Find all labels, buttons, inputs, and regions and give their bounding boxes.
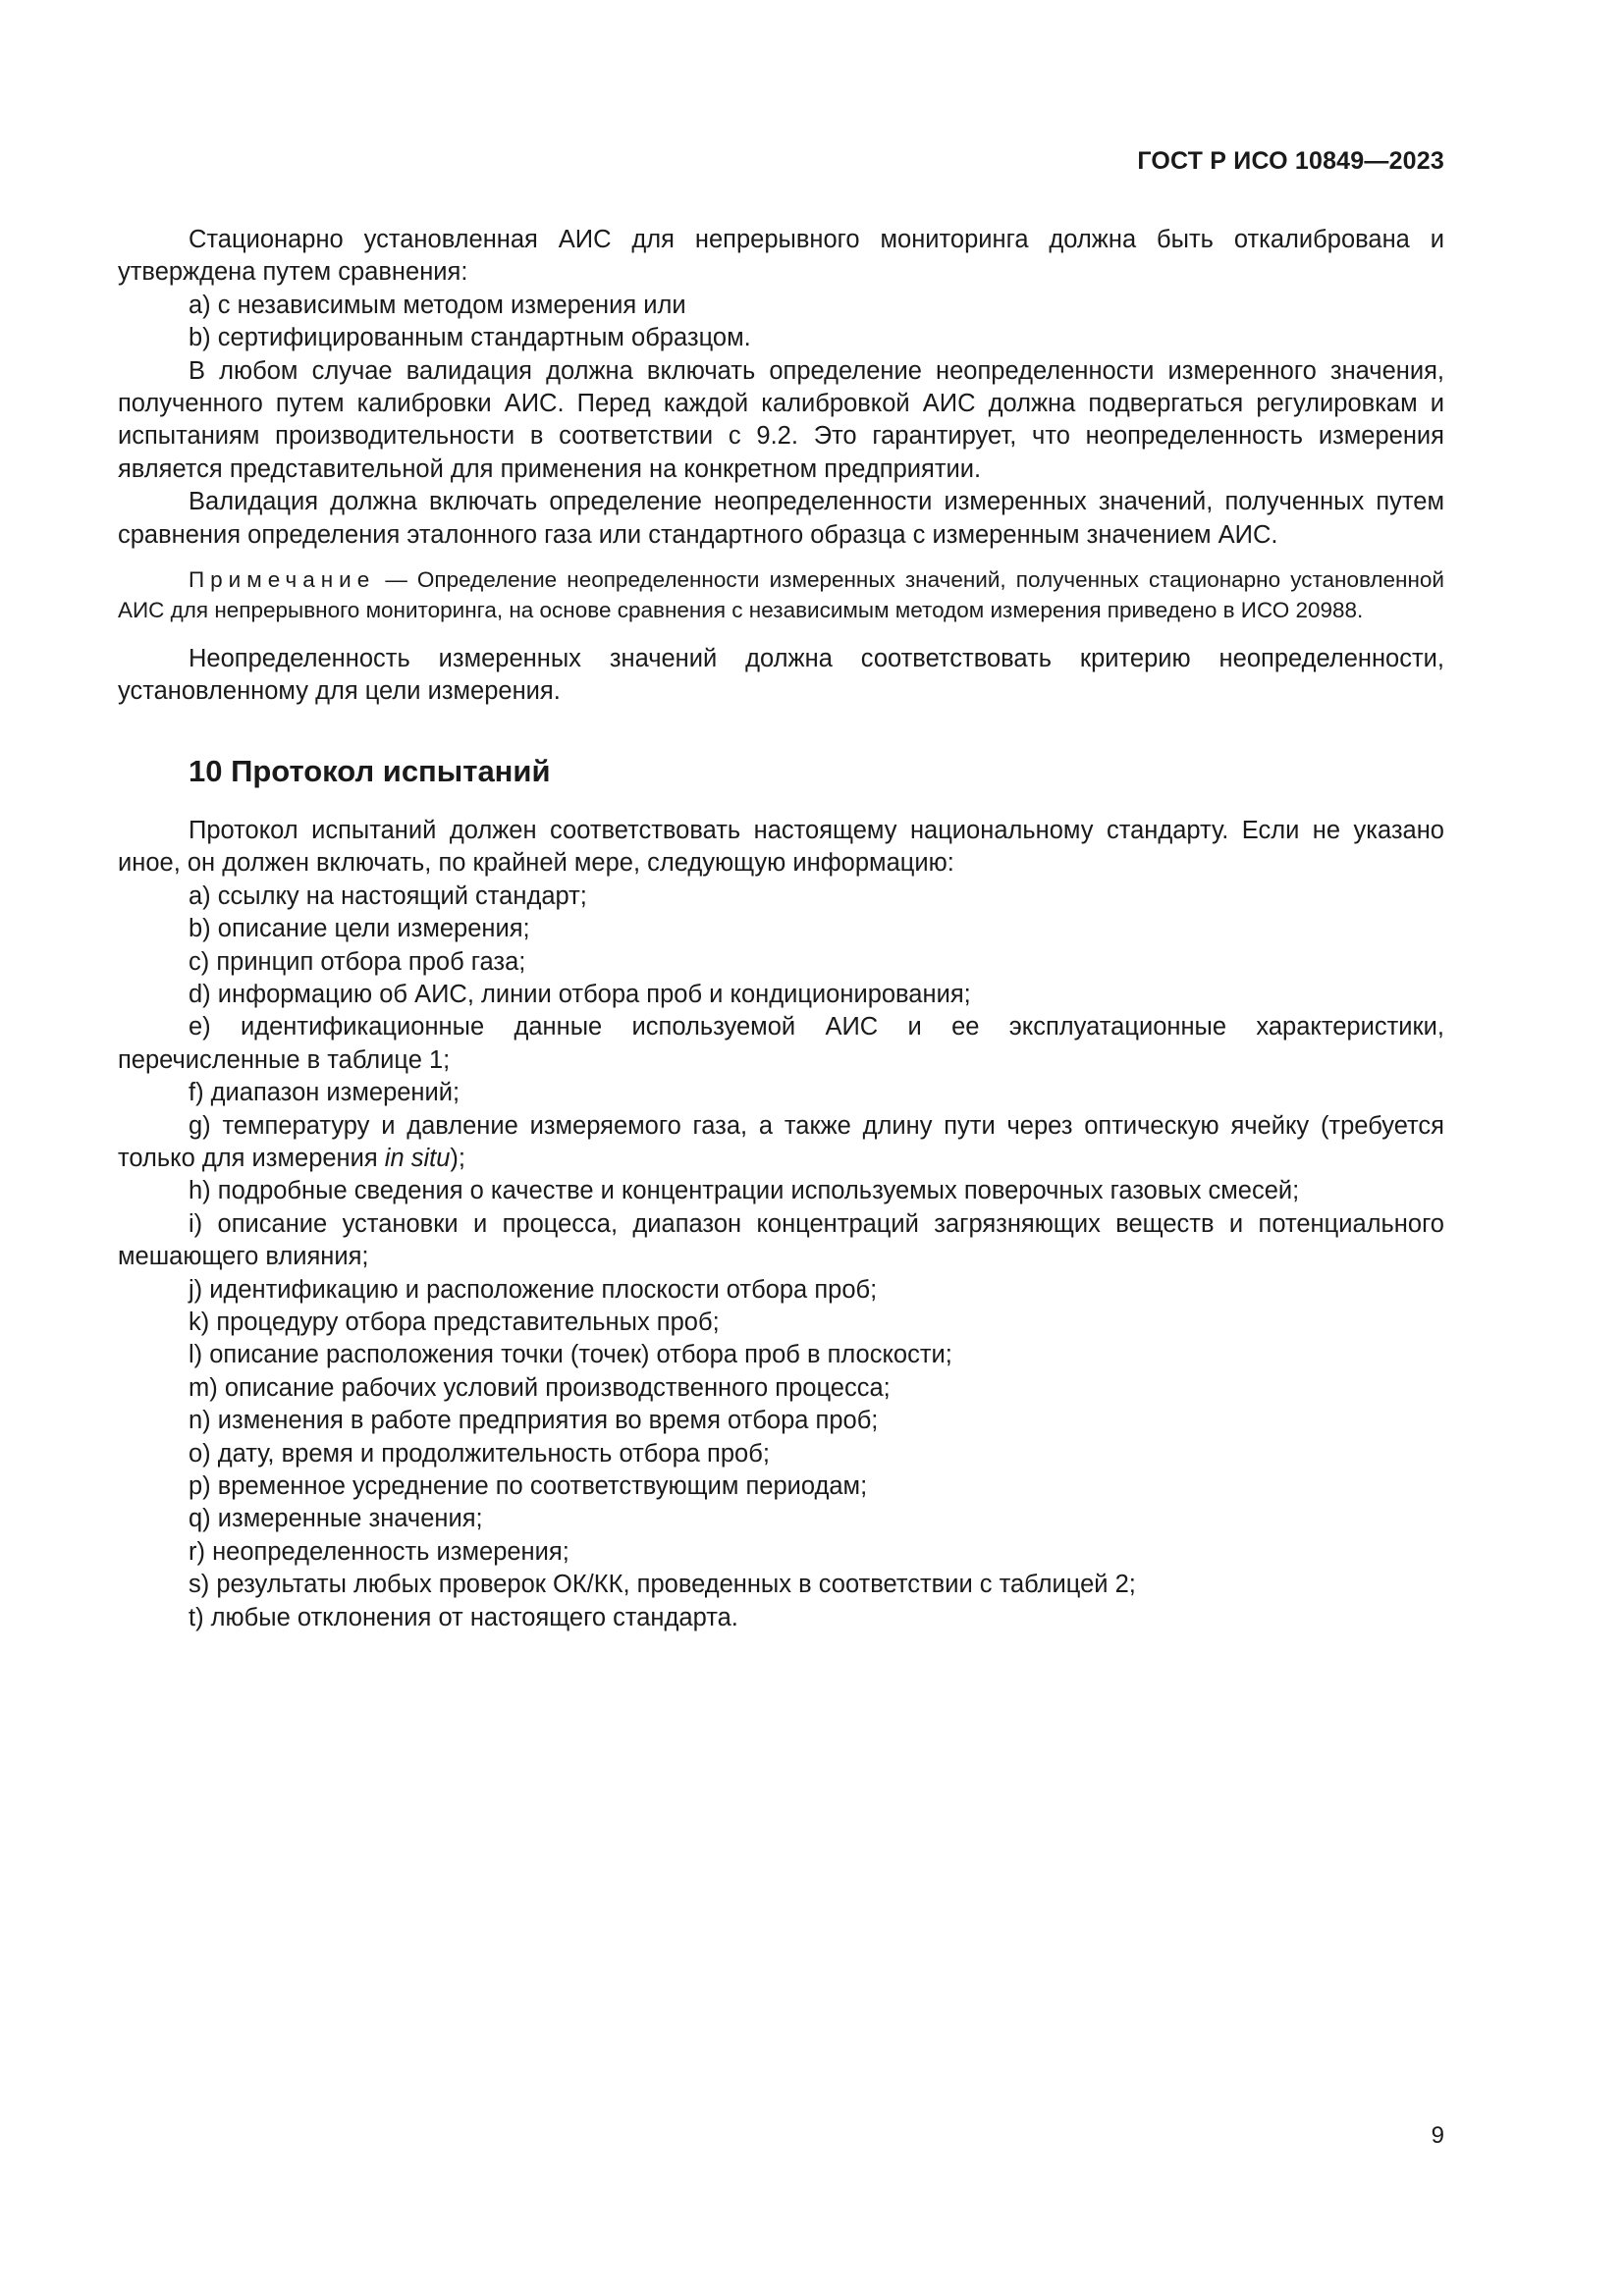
intro-paragraph-2: В любом случае валидация должна включать определение неопределенности измеренного значения, полученного путем калибровки АИС. Перед каждой калибровкой АИС должна подвергаться регулировкам и испытаниям производительности в соответствии с 9.2. Это гарантирует, что неопределенность измерения является представительной для применения на конкретном предприятии. xyxy=(118,356,1444,483)
list-item-a: a) ссылку на настоящий стандарт; xyxy=(189,881,587,910)
page-content xyxy=(118,224,1444,1634)
list-item-o: o) дату, время и продолжительность отбора проб; xyxy=(189,1439,770,1468)
list-item-n: n) изменения в работе предприятия во время отбора проб; xyxy=(189,1407,879,1435)
list-item-f: f) диапазон измерений; xyxy=(189,1079,460,1107)
intro-list-item-b: b) сертифицированным стандартным образцом. xyxy=(189,324,751,352)
list-item-h: h) подробные сведения о качестве и концентрации используемых поверочных газовых смесей; xyxy=(189,1177,1300,1205)
intro-paragraph-1: Стационарно установленная АИС для непрерывного мониторинга должна быть откалибрована и утверждена путем сравнения: xyxy=(118,226,1444,287)
list-item-j: j) идентификацию и расположение плоскости отбора проб; xyxy=(189,1275,878,1304)
section-lead-paragraph: Протокол испытаний должен соответствовать настоящему национальному стандарту. Если не указано иное, он должен включать, по крайней мере, следующую информацию: xyxy=(118,816,1444,878)
note-text: — Определение неопределенности измеренных значений, полученных стационарно установленной АИС для непрерывного мониторинга, на основе сравнения с независимым методом измерения приведено в ИСО 20988. xyxy=(118,567,1444,622)
list-item-l: l) описание расположения точки (точек) отбора проб в плоскости; xyxy=(189,1341,952,1369)
intro-list-item-a: а) с независимым методом измерения или xyxy=(189,291,686,319)
list-item-g-text: g) температуру и давление измеряемого газа, а также длину пути через оптическую ячейку (требуется только для измерения xyxy=(118,1111,1444,1172)
section-heading: 10 Протокол испытаний xyxy=(189,753,551,788)
list-item-p: p) временное усреднение по соответствующим периодам; xyxy=(189,1472,868,1500)
list-item-r: r) неопределенность измерения; xyxy=(189,1537,569,1566)
list-item-s: s) результаты любых проверок ОК/КК, проведенных в соответствии с таблицей 2; xyxy=(189,1571,1136,1599)
intro-paragraph-3: Валидация должна включать определение неопределенности измеренных значений, полученных путем сравнения определения эталонного газа или стандартного образца с измеренным значением АИС. xyxy=(118,488,1444,549)
list-item-t: t) любые отклонения от настоящего стандарта. xyxy=(189,1603,738,1631)
document-code-header: ГОСТ Р ИСО 10849—2023 xyxy=(1137,147,1444,175)
list-item-g-italic: in situ xyxy=(384,1144,451,1172)
list-item-i: i) описание установки и процесса, диапазон концентраций загрязняющих веществ и потенциального мешающего влияния; xyxy=(118,1209,1444,1271)
note xyxy=(118,565,1444,625)
list-item-k: k) процедуру отбора представительных проб; xyxy=(189,1308,720,1336)
intro-paragraph-4: Неопределенность измеренных значений должна соответствовать критерию неопределенности, установленному для цели измерения. xyxy=(118,645,1444,706)
list-item-g-end: ); xyxy=(450,1144,465,1172)
list-item-g xyxy=(118,1110,1444,1176)
note-label: Примечание xyxy=(189,567,376,593)
list-item-m: m) описание рабочих условий производственного процесса; xyxy=(189,1373,891,1402)
page-number: 9 xyxy=(1431,2122,1444,2149)
list-item-b: b) описание цели измерения; xyxy=(189,915,530,943)
list-item-c: c) принцип отбора проб газа; xyxy=(189,947,526,976)
list-item-e: e) идентификационные данные используемой АИС и ее эксплуатационные характеристики, перечисленные в таблице 1; xyxy=(118,1013,1444,1074)
list-item-q: q) измеренные значения; xyxy=(189,1505,483,1533)
list-item-d: d) информацию об АИС, линии отбора проб и кондиционирования; xyxy=(189,980,971,1008)
